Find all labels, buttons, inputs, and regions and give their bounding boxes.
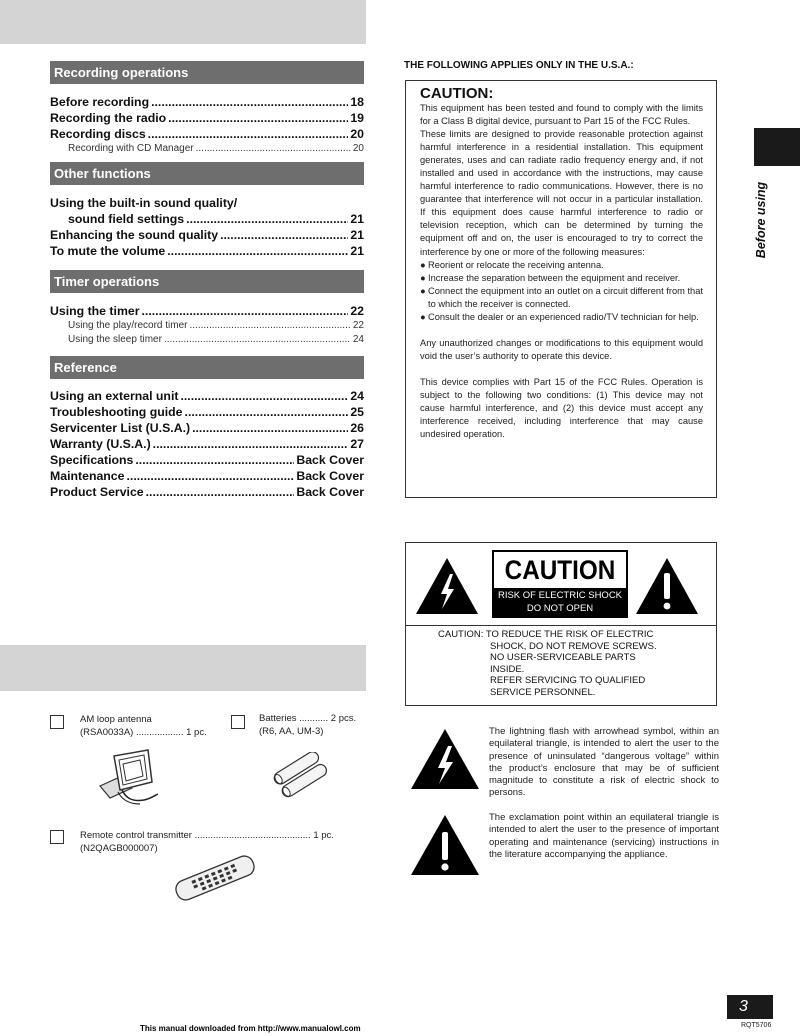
- section-title-reference: Reference: [50, 356, 364, 379]
- toc-label: Troubleshooting guide: [50, 405, 183, 419]
- toc-page: 25: [350, 405, 364, 419]
- antenna-item-text: AM loop antenna (RSA0033A) .................. 1 pc.: [80, 714, 207, 738]
- divider: [406, 625, 716, 626]
- toc-label: Enhancing the sound quality: [50, 228, 219, 242]
- toc-label: Servicenter List (U.S.A.): [50, 421, 191, 435]
- toc-label: Using the built-in sound quality/: [50, 196, 238, 210]
- fcc-paragraph: Any unauthorized changes or modifications to this equipment would void the user’s authority to operate this device.: [420, 337, 703, 361]
- toc-item-recording-discs[interactable]: [50, 126, 364, 142]
- lightning-warning-icon: [414, 556, 480, 616]
- toc-page: 22: [352, 320, 364, 331]
- toc-item-warranty[interactable]: [50, 436, 364, 452]
- toc-item-troubleshooting[interactable]: [50, 404, 364, 420]
- caution-notice: CAUTION: TO REDUCE THE RISK OF ELECTRIC SHOCK, DO NOT REMOVE SCREWS. NO USER-SERVICEABLE PARTS INSIDE. REFER SERVICING TO QUALIFIED SERVICE PERSONNEL.: [438, 629, 657, 698]
- toc-label: Before recording: [50, 95, 150, 109]
- toc-page: 19: [350, 111, 364, 125]
- toc-page: 24: [350, 389, 364, 403]
- list-item: ● Connect the equipment into an outlet on a circuit different from that to which the receiver is connected.: [420, 285, 703, 309]
- download-footer: This manual downloaded from http://www.manualowl.com: [140, 1024, 361, 1033]
- exclamation-symbol-description: The exclamation point within an equilateral triangle is intended to alert the user to the presence of important operating and maintenance (servicing) instructions in the literature accompanying the appliance.: [489, 812, 719, 860]
- page-number: 3: [727, 995, 773, 1019]
- antenna-checkbox[interactable]: [50, 715, 64, 729]
- toc-item-external-unit[interactable]: [50, 388, 364, 404]
- fcc-paragraph: These limits are designed to provide reasonable protection against harmful interference in a residential installation. This equipment generates, uses and can radiate radio frequency energy and, if not installed and used in accordance with the instructions, may cause harmful interference to radio communications. However, there is no guarantee that interference will not occur in a particular installation. If this equipment does cause harmful interference to radio or television reception, which can be determined by turning the equipment off and on, the user is encouraged to try to correct the interference by one or more of the following measures:: [420, 129, 703, 257]
- toc-item-specifications[interactable]: [50, 452, 364, 468]
- fcc-paragraph: This equipment has been tested and found to comply with the limits for a Class B digital device, pursuant to Part 15 of the FCC Rules.: [420, 103, 703, 127]
- toc-label: Recording with CD Manager: [68, 143, 194, 154]
- toc-label: Using an external unit: [50, 389, 179, 403]
- toc-page: 21: [350, 228, 364, 242]
- toc-label: sound field settings: [68, 212, 185, 226]
- toc-item-mute-volume[interactable]: [50, 243, 364, 259]
- toc-item-recording-radio[interactable]: [50, 110, 364, 126]
- toc-page: Back Cover: [296, 453, 364, 467]
- toc-subitem-play-record-timer[interactable]: [50, 319, 364, 333]
- toc-label: Product Service: [50, 485, 144, 499]
- toc-page: 27: [350, 437, 364, 451]
- toc-item-servicenter[interactable]: [50, 420, 364, 436]
- side-section-label: Before using: [754, 181, 768, 259]
- model-code: RQT5706: [741, 1022, 772, 1029]
- toc-subitem-cd-manager[interactable]: [50, 142, 364, 156]
- fcc-paragraph: This device complies with Part 15 of the FCC Rules. Operation is subject to the following two conditions: (1) This device may not cause harmful interference, and (2) this device must accept any interference received, including interference that may cause undesired operation.: [420, 376, 703, 440]
- remote-item-text: Remote control transmitter ............................................ 1 pc. (N2QAGB000007): [80, 830, 334, 854]
- toc-page: 20: [350, 127, 364, 141]
- fcc-title: CAUTION:: [420, 85, 494, 102]
- toc-label: Specifications: [50, 453, 134, 467]
- toc-page: 21: [350, 244, 364, 258]
- lightning-symbol-icon: [409, 727, 481, 791]
- toc-item-sound-quality-line1[interactable]: [50, 195, 364, 211]
- batteries-item-text: Batteries ........... 2 pcs. (R6, AA, UM-3): [259, 713, 357, 737]
- remote-checkbox[interactable]: [50, 830, 64, 844]
- toc-page: 20: [352, 143, 364, 154]
- list-item: ● Increase the separation between the equipment and receiver.: [420, 272, 681, 283]
- batteries-image: [270, 752, 334, 798]
- exclamation-symbol-icon: [409, 813, 481, 877]
- toc-other-list: [50, 195, 364, 259]
- toc-label: Maintenance: [50, 469, 125, 483]
- toc-label: Using the play/record timer: [68, 320, 188, 331]
- toc-label: To mute the volume: [50, 244, 166, 258]
- fcc-measures-list: [420, 259, 703, 324]
- toc-page: 22: [350, 304, 364, 318]
- toc-page: Back Cover: [296, 469, 364, 483]
- fcc-heading: THE FOLLOWING APPLIES ONLY IN THE U.S.A.:: [404, 60, 634, 71]
- toc-page: 26: [350, 421, 364, 435]
- batteries-checkbox[interactable]: [231, 715, 245, 729]
- toc-label: Recording discs: [50, 127, 146, 141]
- toc-item-product-service[interactable]: [50, 484, 364, 500]
- toc-label: Using the sleep timer: [68, 334, 162, 345]
- exclamation-warning-icon: [634, 556, 700, 616]
- toc-item-maintenance[interactable]: [50, 468, 364, 484]
- caution-label-box: [405, 542, 717, 706]
- toc-page: 24: [352, 334, 364, 345]
- toc-item-using-timer[interactable]: [50, 303, 364, 319]
- toc-label: Warranty (U.S.A.): [50, 437, 151, 451]
- toc-recording-list: [50, 94, 364, 156]
- caution-badge: [492, 550, 628, 618]
- list-item: ● Consult the dealer or an experienced radio/TV technician for help.: [420, 311, 699, 322]
- toc-page: 18: [350, 95, 364, 109]
- toc-label: Using the timer: [50, 304, 140, 318]
- toc-reference-list: [50, 388, 364, 500]
- toc-item-sound-quality-line2[interactable]: [50, 211, 364, 227]
- toc-item-before-recording[interactable]: [50, 94, 364, 110]
- section-title-recording: Recording operations: [50, 61, 364, 84]
- remote-control-image: [170, 852, 260, 904]
- toc-page: 21: [350, 212, 364, 226]
- section-title-other: Other functions: [50, 162, 364, 185]
- caution-word: CAUTION: [501, 552, 620, 588]
- toc-subitem-sleep-timer[interactable]: [50, 333, 364, 347]
- header-gray-band: [0, 0, 366, 44]
- caution-risk-text: RISK OF ELECTRIC SHOCK DO NOT OPEN: [494, 588, 626, 616]
- toc-timer-list: [50, 303, 364, 347]
- fcc-caution-box: [405, 80, 717, 498]
- section-tab-marker: [754, 128, 800, 166]
- am-loop-antenna-image: [92, 748, 172, 806]
- toc-label: Recording the radio: [50, 111, 167, 125]
- section-title-timer: Timer operations: [50, 270, 364, 293]
- toc-item-enhancing-sound[interactable]: [50, 227, 364, 243]
- toc-page: Back Cover: [296, 485, 364, 499]
- list-item: ● Reorient or relocate the receiving antenna.: [420, 259, 604, 270]
- lightning-symbol-description: The lightning flash with arrowhead symbol, within an equilateral triangle, is intended to alert the user to the presence of uninsulated “dangerous voltage” within the product’s enclosure that may be of sufficient magnitude to constitute a risk of electric shock to persons.: [489, 726, 719, 799]
- accessories-gray-band: [0, 645, 366, 691]
